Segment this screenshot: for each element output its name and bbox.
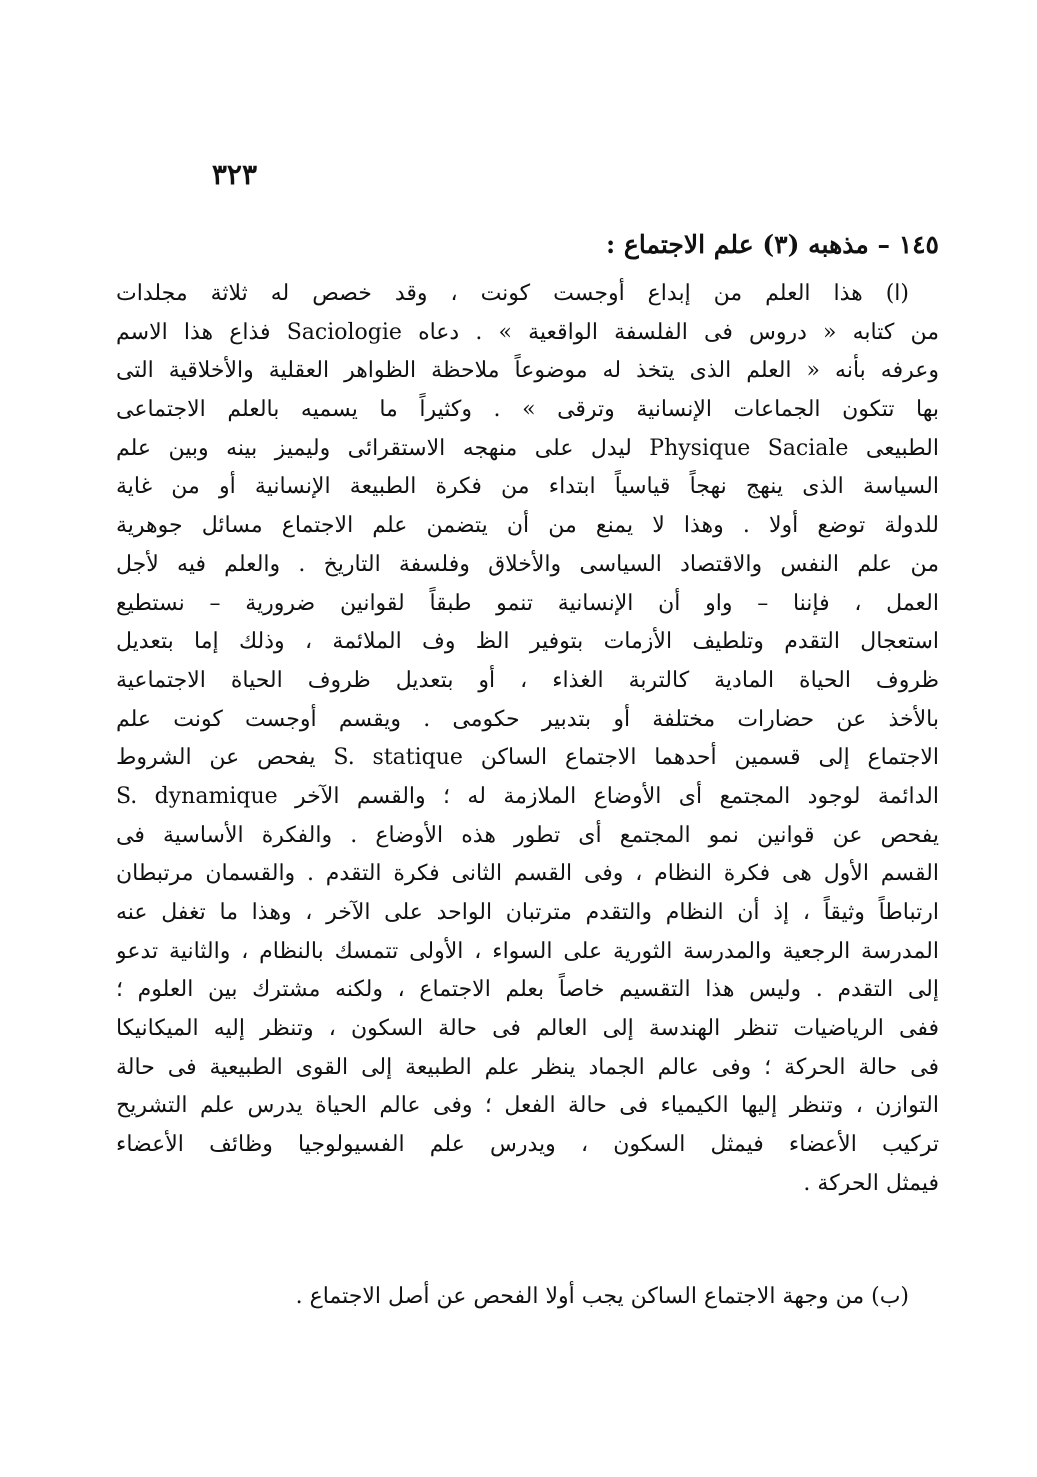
text-line: يفحص عن قوانين نمو المجتمع أى تطور هذه الأوضاع . والفكرة الأساسية فى	[116, 822, 939, 848]
text-line: بالأخذ عن حضارات مختلفة أو بتدبير حكومى . ويقسم أوجست كونت علم	[116, 706, 939, 732]
text-line: استعجال التقدم وتلطيف الأزمات بتوفير الظ وف الملائمة ، وذلك إما بتعديل	[116, 629, 939, 655]
text-line: التوازن ، وتنظر إليها الكيمياء فى حالة الفعل ؛ وفى عالم الحياة يدرس علم التشريح	[116, 1093, 939, 1119]
section-heading: ١٤٥ – مذهبه (٣) علم الاجتماع :	[605, 230, 939, 259]
text-line: فى حالة الحركة ؛ وفى عالم الجماد ينظر علم الطبيعة إلى القوى الطبيعية فى حالة	[116, 1054, 939, 1080]
paragraph-a	[116, 275, 939, 1204]
text-line: من كتابه « دروس فى الفلسفة الواقعية » . دعاه Saciologie فذاع هذا الاسم	[116, 319, 939, 345]
text-line: الاجتماع إلى قسمين أحدهما الاجتماع الساكن S. statique يفحص عن الشروط	[116, 745, 939, 771]
text-line: بها تتكون الجماعات الإنسانية وترقى » . وكثيراً ما يسميه بالعلم الاجتماعى	[116, 397, 939, 423]
text-line: العمل ، فإننا – واو أن الإنسانية تنمو طبقاً لقوانين ضرورية – نستطيع	[116, 590, 939, 616]
text-line: الدائمة لوجود المجتمع أى الأوضاع الملازمة له ؛ والقسم الآخر S. dynamique	[116, 783, 939, 809]
paragraph-b: (ب) من وجهة الاجتماع الساكن يجب أولا الفحص عن أصل الاجتماع .	[295, 1284, 909, 1309]
text-line: للدولة توضع أولا . وهذا لا يمنع من أن يتضمن علم الاجتماع مسائل جوهرية	[116, 513, 939, 539]
text-line: ظروف الحياة المادية كالتربة الغذاء ، أو بتعديل ظروف الحياة الاجتماعية	[116, 667, 939, 693]
text-line: القسم الأول هى فكرة النظام ، وفى القسم الثانى فكرة التقدم . والقسمان مرتبطان	[116, 861, 939, 887]
text-line: ارتباطاً وثيقاً ، إذ أن النظام والتقدم مترتبان الواحد على الآخر ، وهذا ما تغفل عنه	[116, 900, 939, 925]
text-line: المدرسة الرجعية والمدرسة الثورية على السواء ، الأولى تتمسك بالنظام ، والثانية تدعو	[116, 938, 939, 964]
text-line: الطبيعى Physique Saciale ليدل على منهجه الاستقرائى وليميز بينه وبين علم	[116, 435, 939, 461]
text-line: إلى التقدم . وليس هذا التقسيم خاصاً بعلم الاجتماع ، ولكنه مشترك بين العلوم ؛	[116, 977, 939, 1003]
text-line: تركيب الأعضاء فيمثل السكون ، ويدرس علم الفسيولوجيا وظائف الأعضاء	[116, 1132, 939, 1158]
text-line: (ا) هذا العلم من إبداع أوجست كونت ، وقد خصص له ثلاثة مجلدات	[116, 281, 909, 306]
text-line: السياسة الذى ينهج نهجاً قياسياً ابتداء من فكرة الطبيعة الإنسانية أو من غاية	[116, 474, 939, 500]
text-line: فيمثل الحركة .	[803, 1170, 939, 1196]
text-line: ففى الرياضيات تنظر الهندسة إلى العالم فى حالة السكون ، وتنظر إليه الميكانيكا	[116, 1016, 939, 1042]
text-line: وعرفه بأنه « العلم الذى يتخذ له موضوعاً ملاحظة الظواهر العقلية والأخلاقية التى	[116, 358, 939, 384]
text-line: من علم النفس والاقتصاد السياسى والأخلاق وفلسفة التاريخ . والعلم فيه لأجل	[116, 551, 939, 577]
page-number: ٣٢٣	[211, 158, 257, 191]
